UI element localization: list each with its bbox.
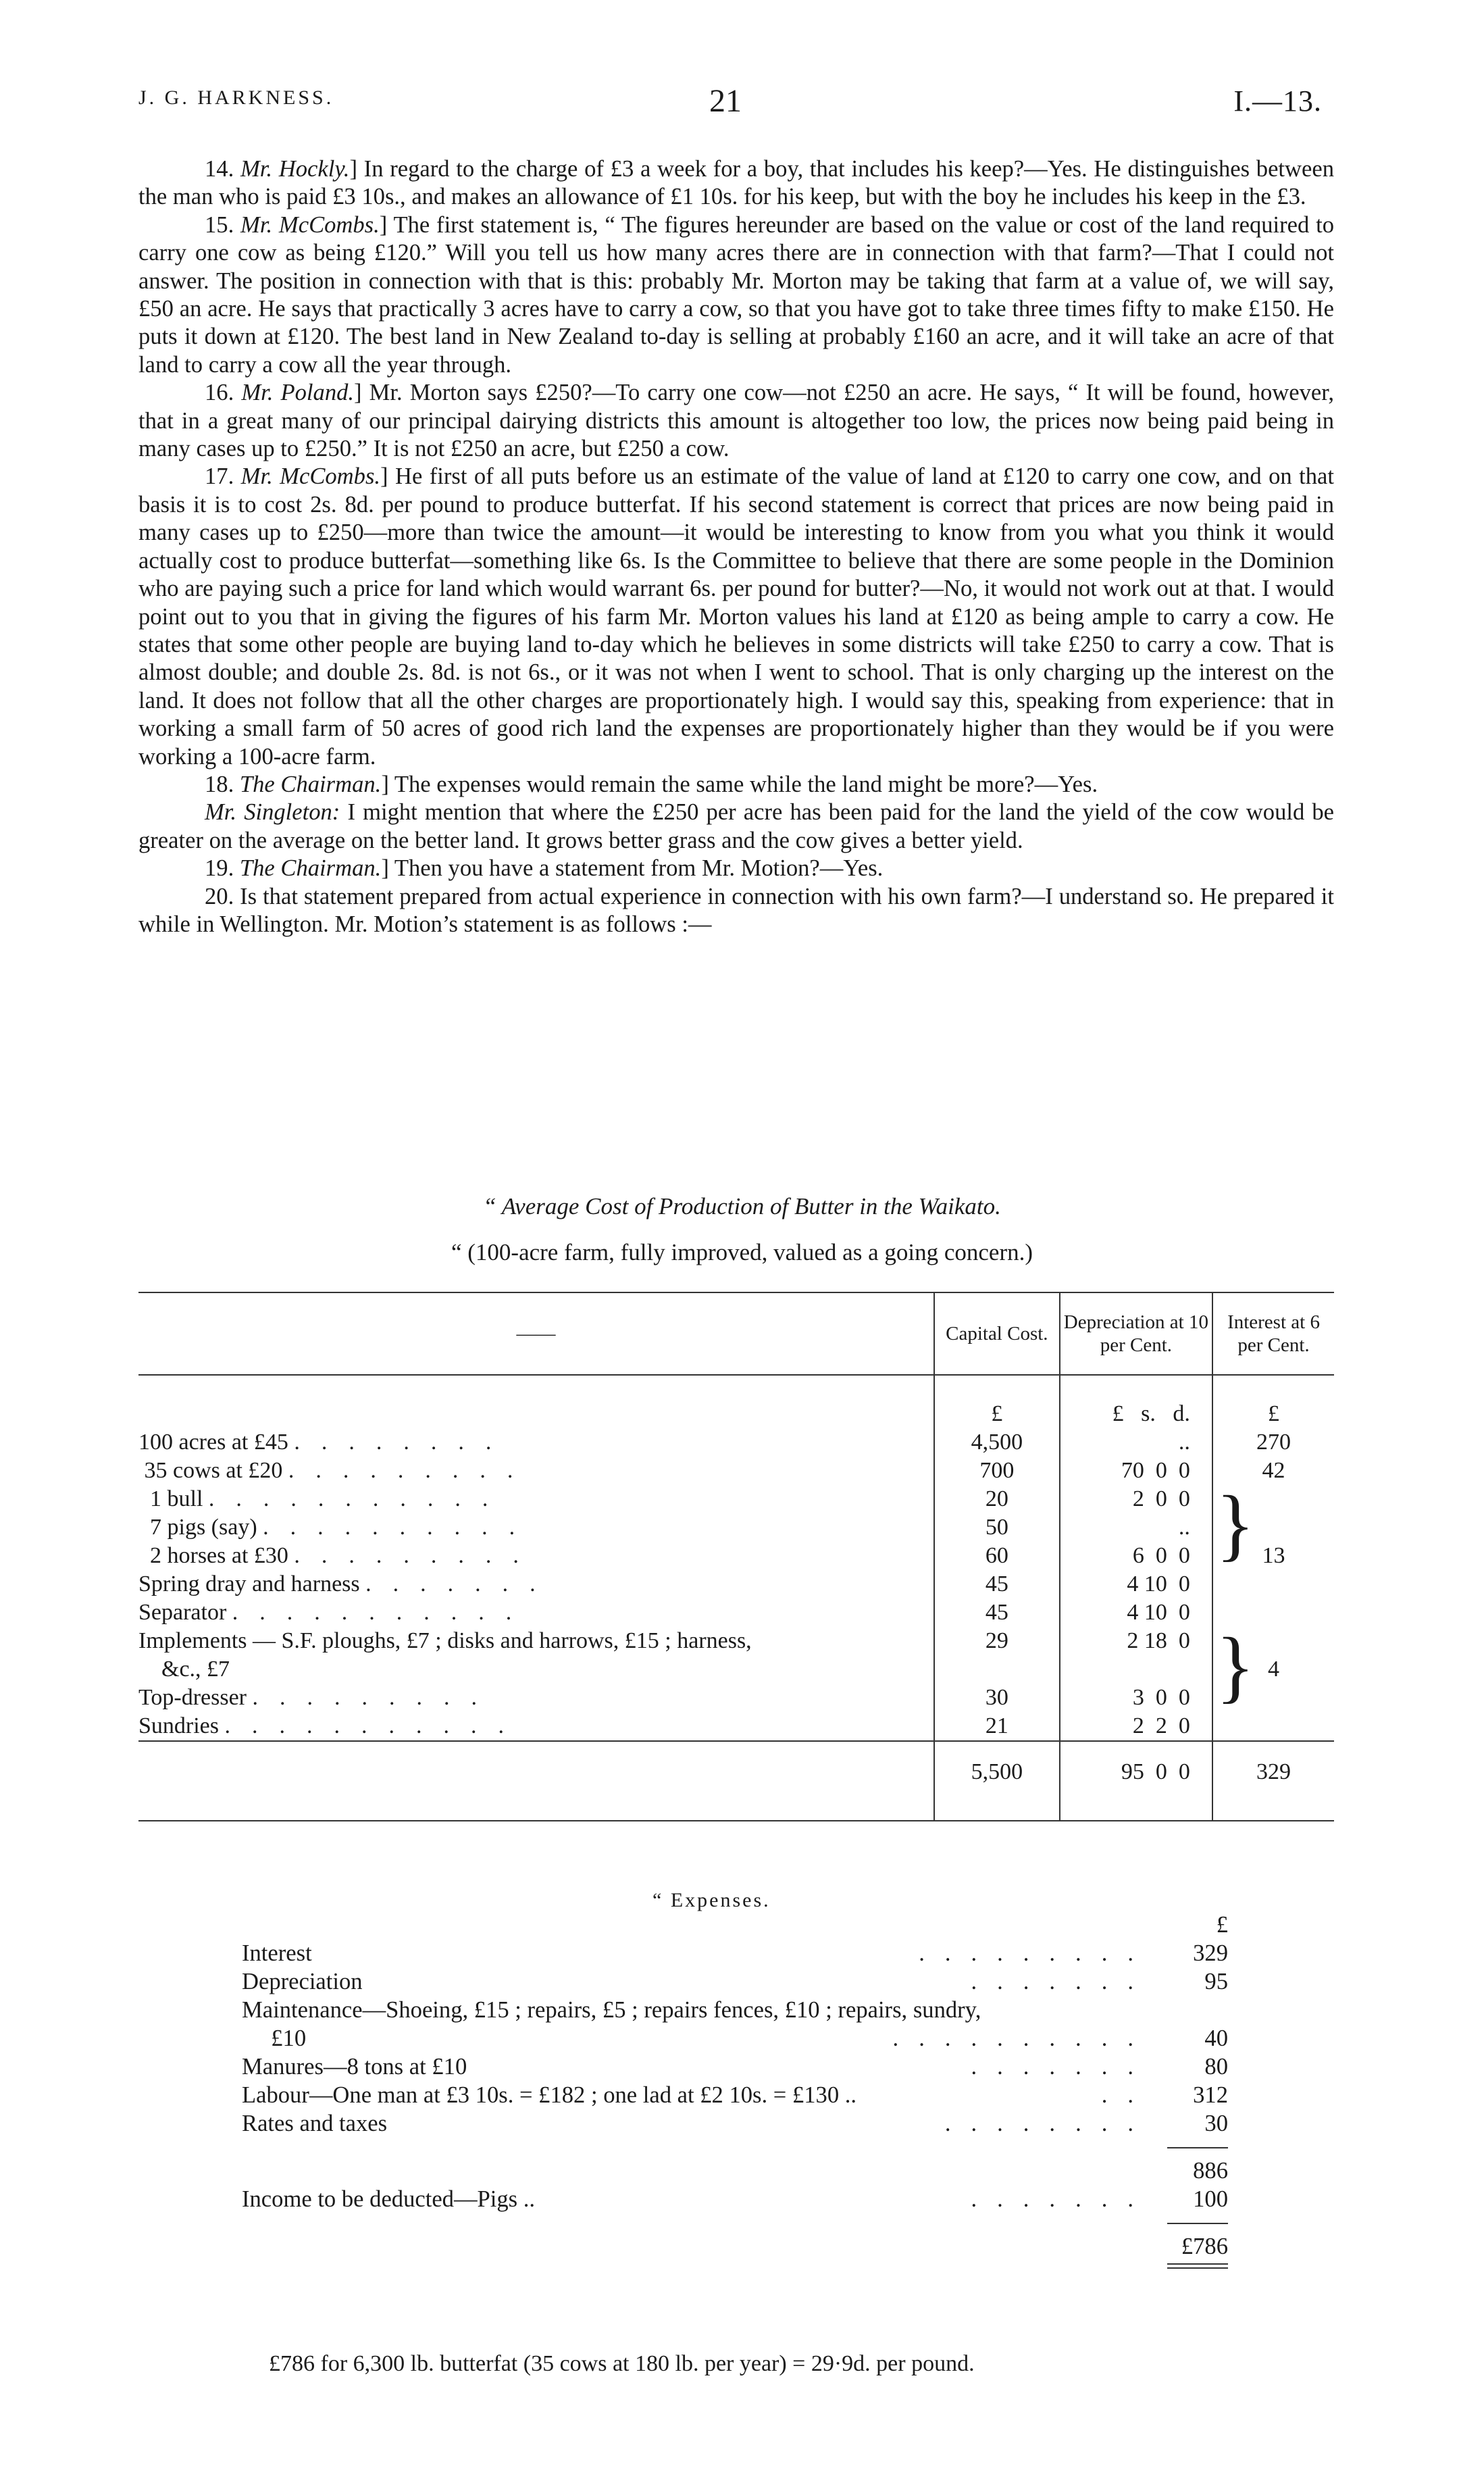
units-row: £ £ s. d. £ <box>138 1375 1334 1428</box>
document-code: I.—13. <box>1233 84 1322 118</box>
column-header-depreciation: Depreciation at 10 per Cent. <box>1060 1292 1212 1375</box>
paragraph-16: 16. Mr. Poland.] Mr. Morton says £250?—To carry one cow—not £250 an acre. He says, “ It will be found, however, that in a great many of our principal dairying districts this amount is altogether too low, the prices now being paid being in many cases up to £250.” It is not £250 an acre, but £250 a cow. <box>138 380 1335 462</box>
statement-subtitle: “ (100-acre farm, fully improved, valued as a going concern.) <box>451 1239 1033 1265</box>
table-header-row <box>138 1292 1334 1375</box>
total-capital: 5,500 <box>934 1741 1060 1803</box>
expenses-list <box>242 1911 1228 2274</box>
list-item: Interest ......... 329 <box>242 1940 1228 1966</box>
paragraph-19: 19. The Chairman.] Then you have a statement from Mr. Motion?—Yes. <box>205 855 884 882</box>
paragraph-singleton: Mr. Singleton: I might mention that where the £250 per acre has been paid for the land the yield of the cow would be greater on the average on the better land. It grows better grass and the cow gives a better yield. <box>138 799 1335 853</box>
brace-group-2: } <box>1216 1621 1255 1711</box>
column-header-capital: Capital Cost. <box>934 1292 1060 1375</box>
paragraph-14: 14. Mr. Hockly.] In regard to the charge of £3 a week for a boy, that includes his keep?—Yes. He distinguishes between the man who is paid £3 10s., and makes an allowance of £1 10s. for his keep, but with the boy he includes his keep in the £3. <box>138 156 1334 210</box>
expenses-total-row: £786 <box>1181 2234 1228 2259</box>
brace-group-1: } <box>1216 1479 1255 1569</box>
table-row: 1 bull ........... 20 2 0 0 <box>138 1485 1334 1513</box>
table-row: 2 horses at £30 ......... 60 6 0 0 13 <box>138 1542 1334 1570</box>
column-header-interest: Interest at 6 per Cent. <box>1212 1292 1334 1375</box>
table-row: 35 cows at £20 ......... 700 70 0 0 42 <box>138 1457 1334 1485</box>
expenses-title: “ Expenses. <box>653 1889 771 1911</box>
table-row: 7 pigs (say) .......... 50 .. <box>138 1513 1334 1542</box>
table-row: Sundries ........... 21 2 2 0 <box>138 1712 1334 1741</box>
list-item: Maintenance—Shoeing, £15 ; repairs, £5 ; repairs fences, £10 ; repairs, sundry, <box>242 1997 981 2023</box>
table-row: Implements — S.F. ploughs, £7 ; disks and harrows, £15 ; harness, 29 2 18 0 <box>138 1627 1334 1655</box>
page-number: 21 <box>709 83 742 119</box>
table-row: Top-dresser ......... 30 3 0 0 <box>138 1684 1334 1712</box>
table-row: &c., £7 4 <box>138 1655 1334 1684</box>
statement-title: “ Average Cost of Production of Butter in the Waikato. <box>483 1193 1001 1219</box>
total-interest: 329 <box>1212 1741 1334 1803</box>
list-item: Depreciation ....... 95 <box>242 1969 1228 1994</box>
paragraph-15: 15. Mr. McCombs.] The first statement is, “ The figures hereunder are based on the value or cost of the land required to carry one cow as being £120.” Will you tell us how many acres there are in connection with that farm?—That I could not answer. The position in connection with that is this: probably Mr. Morton may be taking that farm at a value of, we will say, £50 an acre. He says that practically 3 acres have to carry a cow, so that you have got to take three times fifty to make £150. He puts it down at £120. The best land in New Zealand to-day is selling at probably £160 an acre, and it will take an acre of that land to carry a cow all the year through. <box>138 211 1334 378</box>
conclusion-line: £786 for 6,300 lb. butterfat (35 cows at 180 lb. per year) = 29·9d. per pound. <box>269 2351 975 2376</box>
minutes-body <box>138 155 1334 938</box>
list-item: Labour—One man at £3 10s. = £182 ; one lad at £2 10s. = £130 .. .. 312 <box>242 2082 1228 2108</box>
paragraph-18: 18. The Chairman.] The expenses would remain the same while the land might be more?—Yes. <box>205 771 1098 797</box>
capital-cost-table <box>138 1292 1334 1821</box>
paragraph-20: 20. Is that statement prepared from actual experience in connection with his own farm?—I understand so. He prepared it while in Wellington. Mr. Motion’s statement is as follows :— <box>138 883 1334 937</box>
paragraph-17: 17. Mr. McCombs.] He first of all puts before us an estimate of the value of land at £120 to carry one cow, and on that basis it is to cost 2s. 8d. per pound to produce butterfat. If his second statement is correct that prices are now being paid in many cases up to £250—more than twice the amount—it would be interesting to know from you what you think it would actually cost to produce butterfat—something like 6s. Is the Committee to believe that there are some people in the Dominion who are paying such a price for land which would warrant 6s. per pound for butter?—No, it would not work out at that. I would point out to you that in giving the figures of his farm Mr. Morton values his land at £120 as being ample to carry a cow. He states that some other people are buying land to-day which he believes in some districts will take £250 to carry a cow. That is almost double; and double 2s. 8d. is not 6s., or it was not when I went to school. That is only charging up the interest on the land. It does not follow that all the other charges are proportionately high. I would say this, speaking from experience: that in working a small farm of 50 acres of good rich land the expenses are proportionately higher than they would be if you were working a 100-acre farm. <box>138 463 1334 770</box>
list-item: £10 .......... 40 <box>271 2025 1228 2051</box>
expenses-unit: £ <box>1216 1912 1228 1938</box>
total-depreciation: 95 0 0 <box>1121 1759 1190 1784</box>
table-row: Separator ........... 45 4 10 0 <box>138 1599 1334 1627</box>
list-item: Manures—8 tons at £10 ....... 80 <box>242 2054 1228 2080</box>
totals-row <box>138 1741 1334 1803</box>
list-item: Rates and taxes ........ 30 <box>242 2111 1228 2136</box>
expenses-subtotal-row: 886 <box>1193 2158 1228 2184</box>
table-row: Spring dray and harness ....... 45 4 10 0 <box>138 1570 1334 1599</box>
table-row: 100 acres at £45 ........ 4,500 .. 270 <box>138 1428 1334 1457</box>
column-header-item: —— <box>138 1292 934 1375</box>
header-witness: J. G. HARKNESS. <box>138 86 334 109</box>
deduction-row: Income to be deducted—Pigs .. ....... 100 <box>242 2186 1228 2212</box>
